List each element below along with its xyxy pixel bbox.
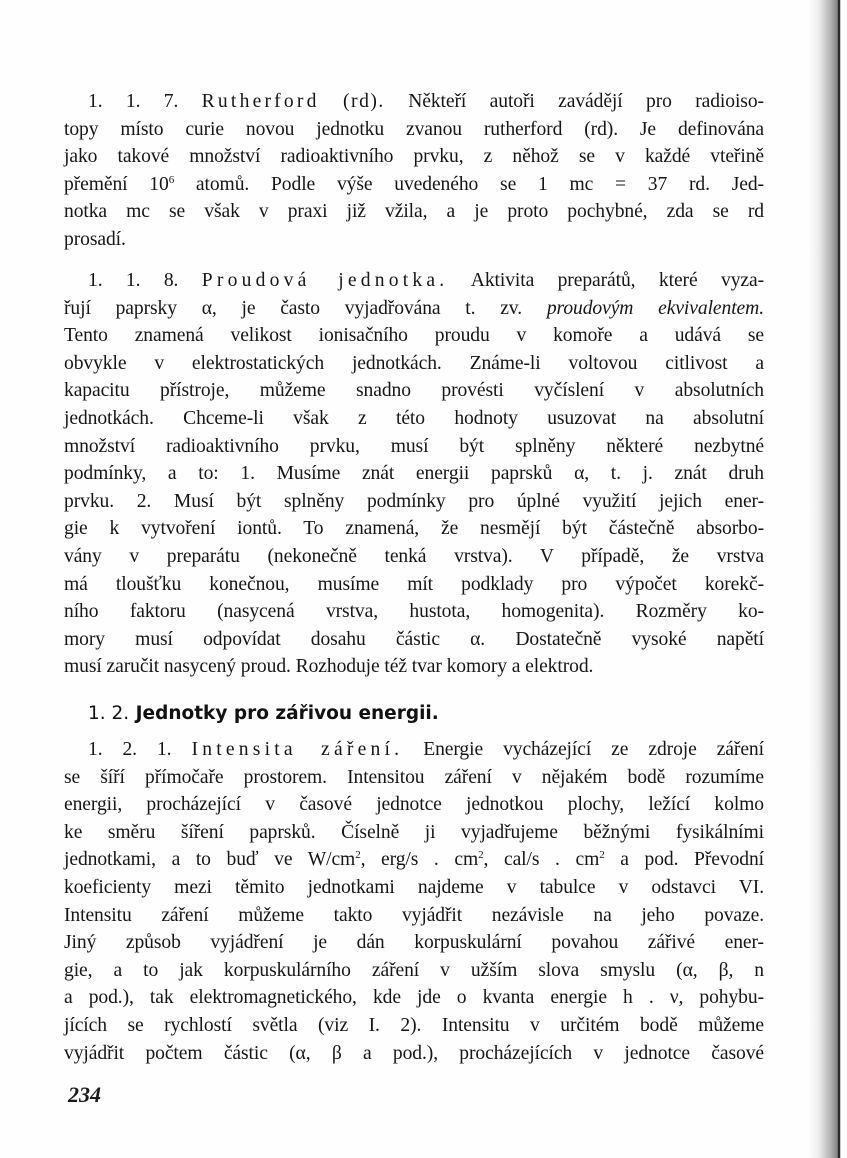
section-number: 1. 1. 8. <box>88 270 179 291</box>
text-span: Aktivita preparátů, které vyza- <box>470 270 765 291</box>
text-line: energii, procházející v časové jednotce jednotkou plochy, ležící kolmo <box>64 794 764 816</box>
text-line: množství radioaktivního prvku, musí být splněny některé nezbytné <box>64 435 764 457</box>
section-title: Intensita záření. <box>191 739 404 760</box>
heading-title: Jednotky pro zářivou energii. <box>135 703 439 724</box>
superscript: 2 <box>355 849 361 862</box>
text-line <box>64 295 764 323</box>
text-span: , cal/s . cm <box>483 849 600 871</box>
text-line <box>64 267 764 295</box>
text-line: jako takové množství radioaktivního prvku, z něhož se v každé vteřině <box>64 146 764 168</box>
text-line <box>64 846 764 874</box>
text-line: Tento znamená velikost ionisačního proudu v komoře a udává se <box>64 325 764 347</box>
page-binding-shadow <box>809 0 847 1158</box>
text-span: atomů. Podle výše uvedeného se 1 mc = 37 rd. Jed- <box>174 173 764 195</box>
section-number: 1. 2. 1. <box>88 739 172 760</box>
text-line: podmínky, a to: 1. Musíme znát energii paprsků α, t. j. znát druh <box>64 463 764 485</box>
text-line: notka mc se však v praxi již vžila, a je proto pochybné, zda se rd <box>64 201 764 223</box>
section-1-2-1 <box>64 736 764 1067</box>
text-line: musí zaručit nasycený proud. Rozhoduje též tvar komory a elektrod. <box>64 656 594 678</box>
text-line: vány v preparátu (nekonečně tenká vrstva). V případě, že vrstva <box>64 545 764 567</box>
section-heading <box>88 703 439 724</box>
text-line: prosadí. <box>64 228 126 250</box>
text-span: , erg/s . cm <box>360 849 479 871</box>
superscript: 2 <box>599 849 605 862</box>
section-number: 1. 1. 7. <box>88 91 179 112</box>
superscript: 6 <box>168 173 175 186</box>
text-line: topy místo curie novou jednotku zvanou rutherford (rd). Je definována <box>64 118 764 140</box>
text-span: jednotkami, a to buď ve W/cm <box>64 849 356 871</box>
superscript: 2 <box>478 849 484 862</box>
heading-number: 1. 2. <box>88 703 130 724</box>
text-line: a pod.), tak elektromagnetického, kde jde o kvanta energie h . ν, pohybu- <box>64 987 764 1009</box>
text-line <box>64 171 764 199</box>
italic-term: proudovým ekvivalentem. <box>546 297 764 319</box>
text-line: mory musí odpovídat dosahu částic α. Dostatečně vysoké napětí <box>64 628 764 650</box>
text-line: se šíří přímočaře prostorem. Intensitou záření v nějakém bodě rozumíme <box>64 766 764 788</box>
text-line: kapacitu přístroje, můžeme snadno provésti vyčíslení v absolutních <box>64 380 764 402</box>
text-line: gie, a to jak korpuskulárního záření v užším slova smyslu (α, β, n <box>64 959 764 981</box>
section-1-1-8 <box>64 267 764 681</box>
section-1-1-7 <box>64 88 764 254</box>
text-line: jednotkách. Chceme-li však z této hodnoty usuzovat na absolutní <box>64 407 764 429</box>
text-line: vyjádřit počtem částic (α, β a pod.), procházejících v jednotce časové <box>64 1042 764 1064</box>
text-line: Intensitu záření můžeme takto vyjádřit nezávisle na jeho povaze. <box>64 904 764 926</box>
section-title: Rutherford <box>201 91 320 112</box>
section-title-suffix: (rd). <box>343 91 385 112</box>
text-line: jících se rychlostí světla (viz I. 2). Intensitu v určitém bodě můžeme <box>64 1014 764 1036</box>
text-line: Jiný způsob vyjádření je dán korpuskulární povahou zářivé ener- <box>64 932 764 954</box>
text-line <box>64 88 764 116</box>
text-line: má tloušťku konečnou, musíme mít podklady pro výpočet korekč- <box>64 573 764 595</box>
text-line: gie k vytvoření iontů. To znamená, že nesmějí být částečně absorbo- <box>64 518 764 540</box>
page-edge-line <box>838 0 840 1158</box>
text-span: Energie vycházející ze zdroje záření <box>423 739 764 760</box>
text-span: přemění 10 <box>64 173 169 195</box>
text-line: ního faktoru (nasycená vrstva, hustota, homogenita). Rozměry ko- <box>64 601 764 623</box>
text-span: a pod. Převodní <box>604 849 764 871</box>
text-line: prvku. 2. Musí být splněny podmínky pro úplné využití jejich ener- <box>64 490 764 512</box>
page-number: 234 <box>68 1082 101 1107</box>
text-span: řují paprsky α, je často vyjadřována t. zv. <box>64 297 547 319</box>
text-line <box>64 736 764 764</box>
text-span: Někteří autoři zavádějí pro radioiso- <box>408 91 764 112</box>
section-title: Proudová jednotka. <box>201 270 449 291</box>
text-line: ke směru šíření paprsků. Číselně ji vyjadřujeme běžnými fysikálními <box>64 821 764 843</box>
text-line: koeficienty mezi těmito jednotkami najdeme v tabulce v odstavci VI. <box>64 876 764 898</box>
text-line: obvykle v elektrostatických jednotkách. Známe-li voltovou citlivost a <box>64 352 764 374</box>
